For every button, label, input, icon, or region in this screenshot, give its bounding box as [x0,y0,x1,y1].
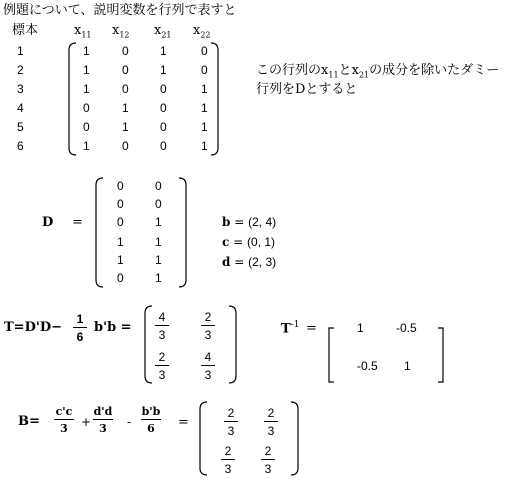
t-bb-term: b'b = [94,320,132,335]
d-cell: 1 [155,215,162,229]
matrix-cell: 1 [83,139,90,153]
b-op-minus: - [127,415,132,429]
matrix-cell: 0 [83,120,90,134]
t-right-bracket [229,306,236,383]
d-cell: 1 [155,271,162,285]
matrix-cell: 0 [83,101,90,115]
matrix-cell: 0 [160,120,167,134]
b-term-cc: c'c 3 [55,405,73,435]
note-line-1: この行列の$x_{11}$と$x_{21}$の成分を除いたダミー [256,63,500,80]
tinv-equals: = [306,321,317,336]
t-cell: 4 3 [155,310,169,342]
d-cell: 0 [117,215,124,229]
b-term-dd: d'd 3 [93,405,113,435]
b-cell: 2 3 [221,444,235,476]
vector-d: d = (2, 3) [222,255,277,269]
sample-header: 標本 [12,23,39,38]
tinv-right-bracket [438,328,443,382]
d-cell: 1 [155,235,162,249]
d-cell: 0 [117,197,124,211]
matrix-cell: 1 [201,82,208,96]
matrix-cell: 0 [201,44,208,58]
t-cell: 4 3 [201,350,215,382]
d-equals: = [72,215,83,230]
col-header-x11: $x_{11}$ [74,23,92,40]
tinv-cell: 1 [357,321,364,335]
matrix-right-bracket [211,43,218,155]
row-id: 4 [17,101,24,115]
tinv-cell: 1 [404,359,411,373]
t-cell: 2 3 [155,350,169,382]
matrix-cell: 0 [160,139,167,153]
col-header-x12: $x_{12}$ [112,23,130,40]
t-lhs: T=D'D− [4,320,62,335]
matrix-cell: 0 [160,82,167,96]
d-cell: 0 [117,179,124,193]
b-cell: 2 3 [264,406,278,438]
t-cell: 2 3 [201,310,215,342]
d-cell: 0 [117,271,124,285]
col-header-x22: $x_{22}$ [193,23,211,40]
d-cell: 1 [117,235,124,249]
b-term-bb: b'b 6 [141,405,161,435]
b-cell: 2 3 [261,444,275,476]
row-id: 6 [17,139,24,153]
b-lhs: B= [18,414,40,429]
matrix-cell: 1 [201,120,208,134]
t-left-bracket [145,306,152,383]
b-left-bracket [200,402,207,475]
row-id: 3 [17,82,24,96]
d-cell: 0 [155,179,162,193]
matrix-cell: 1 [83,63,90,77]
matrix-cell: 0 [201,63,208,77]
matrix-cell: 0 [122,44,129,58]
note-line-2: 行列をDとすると [256,82,358,97]
tinv-cell: -0.5 [396,321,417,335]
matrix-cell: 1 [201,101,208,115]
tinv-cell: -0.5 [357,359,378,373]
d-right-bracket [179,178,186,287]
d-label: D [42,215,54,230]
b-right-bracket [291,402,298,475]
row-id: 5 [17,120,24,134]
row-id: 2 [17,63,24,77]
intro-text: 例題について、説明変数を行列で表すと [3,3,237,18]
d-cell: 1 [155,253,162,267]
matrix-cell: 0 [122,63,129,77]
d-cell: 0 [155,197,162,211]
matrix-cell: 1 [160,44,167,58]
tinv-label: $T^{-1}$ [281,320,300,337]
matrix-cell: 1 [122,101,129,115]
vector-b: b = (2, 4) [222,215,277,229]
matrix-cell: 1 [160,63,167,77]
matrix-cell: 0 [160,101,167,115]
matrix-left-bracket [69,43,76,155]
t-one-sixth-fraction: 1 6 [73,312,87,344]
matrix-cell: 0 [122,82,129,96]
matrix-cell: 0 [122,139,129,153]
b-op-plus: + [81,415,92,429]
b-cell: 2 3 [224,406,238,438]
matrix-cell: 1 [83,44,90,58]
matrix-cell: 1 [122,120,129,134]
b-equals: = [178,415,189,430]
matrix-cell: 1 [83,82,90,96]
col-header-x21: $x_{21}$ [154,23,172,40]
d-cell: 1 [117,253,124,267]
matrix-cell: 1 [201,139,208,153]
row-id: 1 [17,44,24,58]
tinv-left-bracket [329,328,334,382]
d-left-bracket [96,178,103,287]
vector-c: c = (0, 1) [222,235,276,249]
